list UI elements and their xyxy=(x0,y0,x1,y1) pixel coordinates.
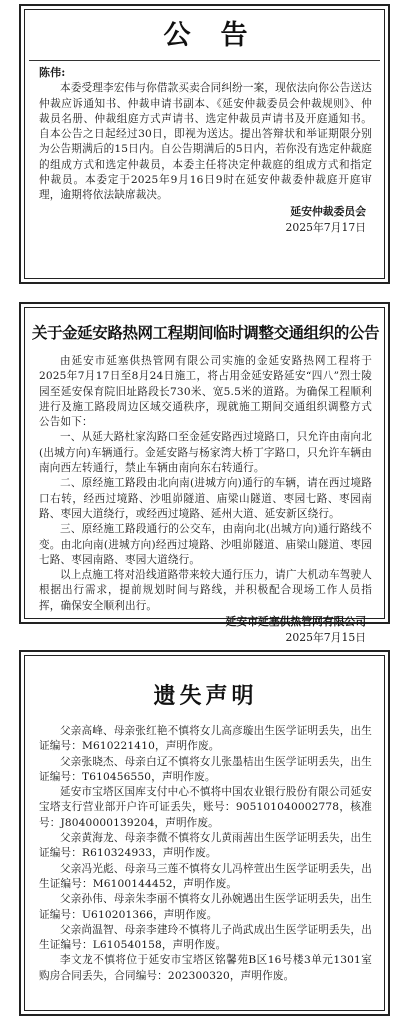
lost-title: 遗失声明 xyxy=(153,683,258,709)
traffic-paragraph: 一、从延大路杜家沟路口至金延安路西过境路口，只允许由南向北(出城方向)车辆通行。金延安路与杨家湾大桥丁字路口，只允许车辆由南向西左转通行，禁止车辆由南向东右转通行。 xyxy=(39,431,372,475)
lost-item: 李文龙不慎将位于延安市宝塔区铭馨苑B区16号楼3单元1301室购房合同丢失，合同编号：202300320，声明作废。 xyxy=(39,954,372,982)
lost-item: 父亲冯光彪、母亲马三莲不慎将女儿冯梓萱出生医学证明丢失，出生证编号：M6100144452，声明作废。 xyxy=(39,862,372,890)
notice-body: 本委受理李宏伟与你借款买卖合同纠纷一案，现依法向你公告送达仲裁应诉通知书、仲裁申请书副本、《延安仲裁委员会仲裁规则》、仲裁员名册、仲裁组庭方式声请书、选定仲裁员声请书及开庭通知书。自本公告之日起经过30日，即视为送达。提出答辩状和举证期限分别为公告期满后的15日内。自公告期满后的5日内，若你没有选定仲裁庭的组成方式和选定仲裁员，本委主任将决定仲裁庭的组成方式和指定仲裁员。本委定于2025年9月16日9时在延安仲裁委仲裁庭开庭审理，逾期将依法缺席裁决。 xyxy=(39,82,372,202)
notice-addressee: 陈伟: xyxy=(39,66,66,79)
lost-item: 父亲黄海龙、母亲李微不慎将女儿黄雨茜出生医学证明丢失，出生证编号：R610324933，声明作废。 xyxy=(39,832,372,860)
lost-declaration xyxy=(19,650,390,1016)
traffic-paragraph: 二、原经施工路段由北向南(进城方向)通行的车辆，请在西过境路口右转，经西过境路、沙咀峁隧道、庙梁山隧道、枣园七路、枣园南路、枣园大道绕行，或经西过境路、延州大道、延安新区绕行。 xyxy=(39,477,372,520)
traffic-paragraph: 以上点施工将对沿线道路带来较大通行压力，请广大机动车驾驶人根据出行需求，提前规划时间与路线，并积极配合现场工作人员指挥，确保安全顺利出行。 xyxy=(39,569,372,612)
lost-item: 父亲高峰、母亲张红艳不慎将女儿高彦璇出生医学证明丢失，出生证编号：M610221410，声明作废。 xyxy=(39,725,372,753)
public-notice xyxy=(19,4,390,284)
traffic-title: 关于金延安路热网工程期间临时调整交通组织的公告 xyxy=(31,323,380,342)
title-divider xyxy=(29,60,380,61)
lost-item: 父亲尚温智、母亲李建玲不慎将儿子尚武成出生医学证明丢失，出生证编号：L610540158，声明作废。 xyxy=(39,923,372,952)
lost-item: 父亲孙伟、母亲朱李丽不慎将女儿孙婉遇出生医学证明丢失，出生证编号：U610201366，声明作废。 xyxy=(39,893,372,921)
lost-item: 延安市宝塔区国库支付中心不慎将中国农业银行股份有限公司延安宝塔支行营业部开户许可证丢失，账号：905101040002778，核准号：J8040000139204，声明作废。 xyxy=(39,786,372,829)
traffic-date: 2025年7月15日 xyxy=(285,631,366,645)
traffic-paragraph: 由延安市延塞供热管网有限公司实施的金延安路热网工程将于2025年7月17日至8月24日施工，将占用金延安路延安“四八”烈士陵园至延安保育院旧址路段长730米、宽5.5米的道路。为确保工程顺利进行及施工路段周边区域交通秩序，现就施工期间交通组织调整方式公告如下： xyxy=(39,355,372,429)
traffic-signature: 延安市延塞供热管网有限公司 xyxy=(225,615,366,629)
notice-signature: 延安仲裁委员会 xyxy=(290,204,366,218)
lost-item: 父亲张晓杰、母亲白辽不慎将女儿张墨桔出生医学证明丢失，出生证编号：T610456550，声明作废。 xyxy=(39,755,372,783)
traffic-paragraph: 三、原经施工路段通行的公交车，由南向北(出城方向)通行路线不变。由北向南(进城方向)经西过境路、沙咀峁隧道、庙梁山隧道、枣园七路、枣园南路、枣园大道绕行。 xyxy=(39,523,372,566)
notice-date: 2025年7月17日 xyxy=(285,220,366,234)
notice-title: 公告 xyxy=(163,20,278,51)
traffic-notice xyxy=(19,302,390,645)
